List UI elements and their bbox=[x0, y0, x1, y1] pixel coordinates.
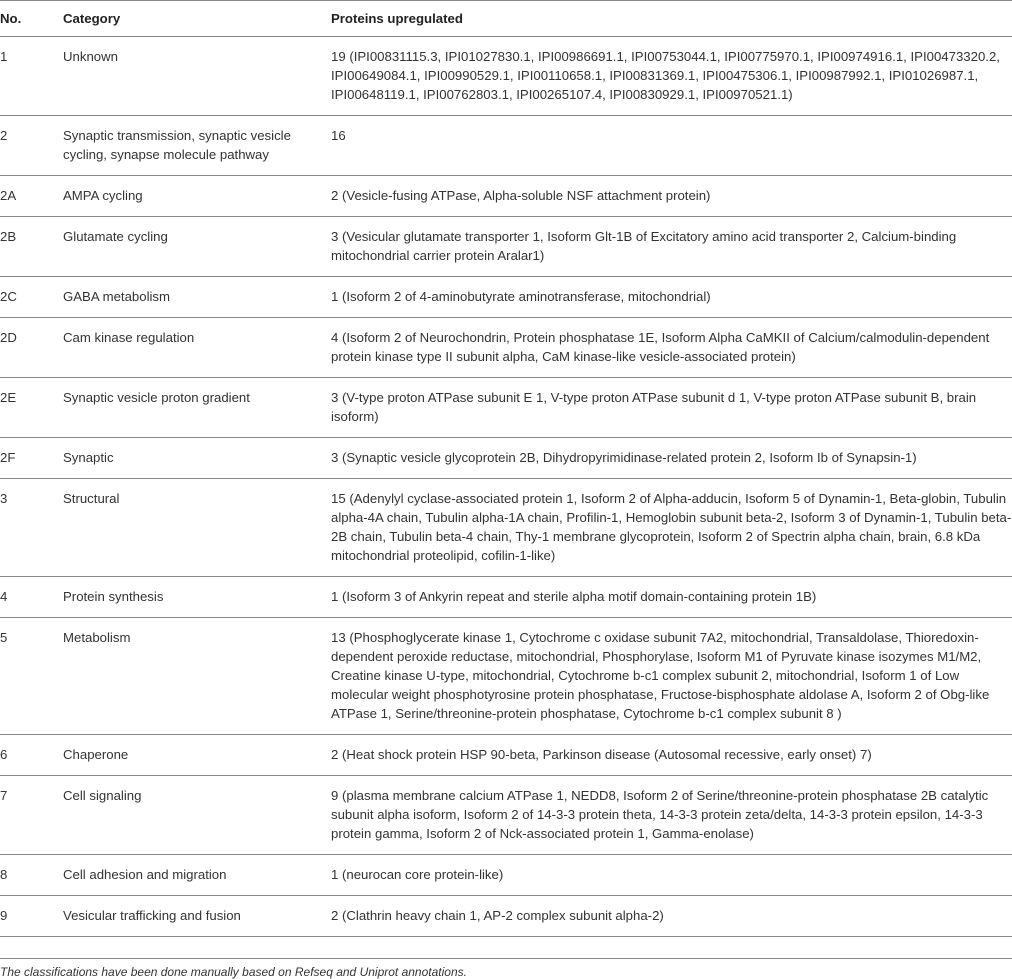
table-row bbox=[0, 577, 1012, 618]
table-footnote: The classifications have been done manually based on Refseq and Uniprot annotations. bbox=[0, 965, 467, 979]
row-proteins: 16 bbox=[331, 116, 1012, 176]
row-category: GABA metabolism bbox=[63, 277, 331, 318]
table-row bbox=[0, 318, 1012, 378]
row-no: 6 bbox=[0, 735, 63, 776]
row-proteins: 2 (Vesicle-fusing ATPase, Alpha-soluble NSF attachment protein) bbox=[331, 176, 1012, 217]
table-row bbox=[0, 735, 1012, 776]
header-category: Category bbox=[63, 1, 331, 37]
row-proteins: 1 (Isoform 2 of 4-aminobutyrate aminotransferase, mitochondrial) bbox=[331, 277, 1012, 318]
row-category: Synaptic vesicle proton gradient bbox=[63, 378, 331, 438]
row-proteins: 1 (neurocan core protein-like) bbox=[331, 855, 1012, 896]
row-no: 2C bbox=[0, 277, 63, 318]
row-category: Structural bbox=[63, 479, 331, 577]
row-no: 9 bbox=[0, 896, 63, 937]
table-row bbox=[0, 937, 1012, 959]
row-no: 1 bbox=[0, 37, 63, 116]
row-no: 2D bbox=[0, 318, 63, 378]
row-category: Synaptic transmission, synaptic vesicle cycling, synapse molecule pathway bbox=[63, 116, 331, 176]
row-category: Vesicular trafficking and fusion bbox=[63, 896, 331, 937]
row-category: Cell adhesion and migration bbox=[63, 855, 331, 896]
table-row bbox=[0, 855, 1012, 896]
row-category: Glutamate cycling bbox=[63, 217, 331, 277]
row-proteins: 9 (plasma membrane calcium ATPase 1, NEDD8, Isoform 2 of Serine/threonine-protein phosphatase 2B catalytic subunit alpha isoform, Isoform 2 of 14-3-3 protein theta, 14-3-3 protein zeta/delta, 14-3-3 protein epsilon, 14-3-3 protein gamma, Isoform 2 of Nck-associated protein 1, Gamma-enolase) bbox=[331, 776, 1012, 855]
table-row bbox=[0, 776, 1012, 855]
row-no: 2A bbox=[0, 176, 63, 217]
header-proteins: Proteins upregulated bbox=[331, 1, 1012, 37]
row-no: 2E bbox=[0, 378, 63, 438]
table-row bbox=[0, 277, 1012, 318]
row-proteins: 3 (Synaptic vesicle glycoprotein 2B, Dihydropyrimidinase-related protein 2, Isoform Ib of Synapsin-1) bbox=[331, 438, 1012, 479]
row-category: Cell signaling bbox=[63, 776, 331, 855]
table-row bbox=[0, 378, 1012, 438]
row-category bbox=[63, 937, 331, 959]
row-no: 5 bbox=[0, 618, 63, 735]
table-row bbox=[0, 479, 1012, 577]
table-row bbox=[0, 438, 1012, 479]
row-proteins: 1 (Isoform 3 of Ankyrin repeat and sterile alpha motif domain-containing protein 1B) bbox=[331, 577, 1012, 618]
row-no bbox=[0, 937, 63, 959]
row-category: Metabolism bbox=[63, 618, 331, 735]
row-no: 2F bbox=[0, 438, 63, 479]
row-proteins: 2 (Heat shock protein HSP 90-beta, Parkinson disease (Autosomal recessive, early onset) 7) bbox=[331, 735, 1012, 776]
row-no: 7 bbox=[0, 776, 63, 855]
row-no: 4 bbox=[0, 577, 63, 618]
row-proteins: 15 (Adenylyl cyclase-associated protein 1, Isoform 2 of Alpha-adducin, Isoform 5 of Dynamin-1, Beta-globin, Tubulin alpha-4A chain, Tubulin alpha-1A chain, Profilin-1, Hemoglobin subunit beta-2, Isoform 3 of Dynamin-1, Tubulin beta-2B chain, Tubulin beta-4 chain, Thy-1 membrane glycoprotein, Isoform 2 of Spectrin alpha chain, brain, 6.8 kDa mitochondrial proteolipid, cofilin-1-like) bbox=[331, 479, 1012, 577]
header-no: No. bbox=[0, 1, 63, 37]
row-proteins: 4 (Isoform 2 of Neurochondrin, Protein phosphatase 1E, Isoform Alpha CaMKII of Calcium/calmodulin-dependent protein kinase type II subunit alpha, CaM kinase-like vesicle-associated protein) bbox=[331, 318, 1012, 378]
row-no: 3 bbox=[0, 479, 63, 577]
row-category: Cam kinase regulation bbox=[63, 318, 331, 378]
table-row bbox=[0, 37, 1012, 116]
row-no: 2 bbox=[0, 116, 63, 176]
table-row bbox=[0, 618, 1012, 735]
table-row bbox=[0, 176, 1012, 217]
row-proteins: 3 (Vesicular glutamate transporter 1, Isoform Glt-1B of Excitatory amino acid transporter 2, Calcium-binding mitochondrial carrier protein Aralar1) bbox=[331, 217, 1012, 277]
table-row bbox=[0, 217, 1012, 277]
row-proteins: 3 (V-type proton ATPase subunit E 1, V-type proton ATPase subunit d 1, V-type proton ATPase subunit B, brain isoform) bbox=[331, 378, 1012, 438]
row-category: Unknown bbox=[63, 37, 331, 116]
row-proteins: 2 (Clathrin heavy chain 1, AP-2 complex subunit alpha-2) bbox=[331, 896, 1012, 937]
row-category: AMPA cycling bbox=[63, 176, 331, 217]
row-proteins: 13 (Phosphoglycerate kinase 1, Cytochrome c oxidase subunit 7A2, mitochondrial, Transaldolase, Thioredoxin-dependent peroxide reductase, mitochondrial, Phosphorylase, Isoform M1 of Pyruvate kinase isozymes M1/M2, Creatine kinase U-type, mitochondrial, Cytochrome b-c1 complex subunit 2, mitochondrial, Isoform 1 of Low molecular weight phosphotyrosine protein phosphatase, Fructose-bisphosphate aldolase A, Isoform 2 of Obg-like ATPase 1, Serine/threonine-protein phosphatase, Cytochrome b-c1 complex subunit 8 ) bbox=[331, 618, 1012, 735]
row-proteins bbox=[331, 937, 1012, 959]
row-category: Chaperone bbox=[63, 735, 331, 776]
row-no: 2B bbox=[0, 217, 63, 277]
table-row bbox=[0, 116, 1012, 176]
row-proteins: 19 (IPI00831115.3, IPI01027830.1, IPI00986691.1, IPI00753044.1, IPI00775970.1, IPI00974916.1, IPI00473320.2, IPI00649084.1, IPI00990529.1, IPI00110658.1, IPI00831369.1, IPI00475306.1, IPI00987992.1, IPI01026987.1, IPI00648119.1, IPI00762803.1, IPI00265107.4, IPI00830929.1, IPI00970521.1) bbox=[331, 37, 1012, 116]
row-no: 8 bbox=[0, 855, 63, 896]
table-header-row bbox=[0, 1, 1012, 37]
row-category: Synaptic bbox=[63, 438, 331, 479]
row-category: Protein synthesis bbox=[63, 577, 331, 618]
table-row bbox=[0, 896, 1012, 937]
